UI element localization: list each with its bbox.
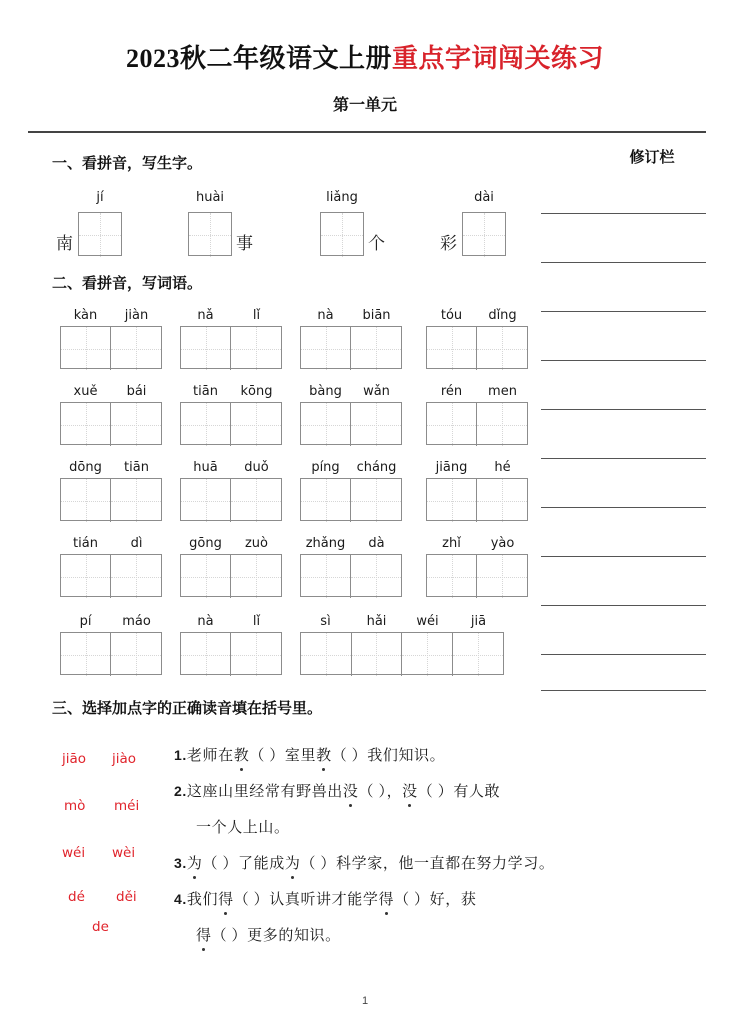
pinyin-choice-option[interactable]: děi [116,889,137,905]
character-grid-cell[interactable] [301,633,352,676]
pinyin-label-s2: hǎi [366,614,387,629]
pinyin-row [426,384,528,399]
pinyin-label-s2: huā [193,460,218,475]
pinyin-label-s2: yào [490,536,515,551]
character-grid-cell[interactable] [231,633,281,676]
character-grid-cell[interactable] [477,403,527,446]
pinyin-choice-option[interactable]: dé [68,889,85,905]
character-grid-cell[interactable] [181,555,231,598]
pinyin-label-s2: lǐ [252,308,261,323]
character-grid-cell[interactable] [61,327,111,370]
header-divider [28,131,706,133]
character-grid-cell[interactable] [181,633,231,676]
character-grid-box[interactable] [180,402,282,445]
character-grid-cell[interactable] [427,479,477,522]
character-grid-box[interactable] [300,326,402,369]
character-grid-box[interactable] [300,478,402,521]
revision-line[interactable] [541,690,706,691]
pinyin-label-s2: cháng [356,460,397,475]
character-grid-cell[interactable] [61,403,111,446]
pinyin-row [180,308,282,323]
pinyin-label-s2: biān [362,308,391,323]
dotted-character: 得 [378,888,394,909]
character-grid-box[interactable] [180,326,282,369]
question-line [174,852,554,873]
pinyin-label-s1: huài [195,190,225,205]
pinyin-label-s2: kōng [240,384,273,399]
character-grid-cell[interactable] [231,555,281,598]
question-text: 一个人上山。 [196,820,290,836]
section-3-heading: 三、选择加点字的正确读音填在括号里。 [52,700,323,717]
pinyin-label-s2: pí [79,614,92,629]
revision-line[interactable] [541,654,706,655]
character-grid-box[interactable] [60,554,162,597]
character-grid-box[interactable] [426,478,528,521]
character-grid-box[interactable] [426,326,528,369]
revision-line[interactable] [541,360,706,361]
character-grid-cell[interactable] [402,633,453,676]
page-number: 1 [361,995,369,1007]
question-text: （ ）有人敢 [417,784,501,800]
question-text: （ ）科学家，他一直都在努力学习。 [300,856,555,872]
character-grid-cell[interactable] [111,555,161,598]
character-grid-cell[interactable] [351,327,401,370]
character-grid-box[interactable] [188,212,232,256]
dotted-character: 为 [187,852,203,873]
character-grid-box[interactable] [60,326,162,369]
character-grid-cell[interactable] [111,479,161,522]
question-text: （ ）， [358,784,403,800]
character-grid-cell[interactable] [351,555,401,598]
pinyin-row [180,384,282,399]
pinyin-label-s2: bái [126,384,147,399]
character-grid-cell[interactable] [352,633,403,676]
revision-line[interactable] [541,605,706,606]
pinyin-row [426,460,528,475]
character-grid-box[interactable] [180,632,282,675]
dotted-character: 教 [234,744,250,765]
character-grid-cell[interactable] [477,555,527,598]
pinyin-label-s2: jiāng [435,460,468,475]
character-grid-cell[interactable] [477,327,527,370]
pinyin-label-s2: nǎ [197,308,214,323]
character-grid-cell[interactable] [111,327,161,370]
pinyin-label-s2: jiàn [124,308,149,323]
question-line [196,816,290,837]
pinyin-label-s2: tiān [193,384,218,399]
dotted-character: 教 [316,744,332,765]
question-text: （ ）室里 [249,748,317,764]
pinyin-label-s2: hé [494,460,511,475]
pinyin-label-s2: xuě [73,384,98,399]
character-grid-box[interactable] [426,554,528,597]
pinyin-label-s2: gōng [189,536,222,551]
pinyin-label-s2: sì [320,614,331,629]
page-title [0,38,730,75]
page-title-black: 2023秋二年级语文上册 [125,44,392,73]
character-grid-cell[interactable] [61,479,111,522]
character-grid-box[interactable] [78,212,122,256]
revision-line[interactable] [541,458,706,459]
pinyin-label-s2: duǒ [244,460,269,475]
pinyin-choice-option[interactable]: jiào [112,751,137,767]
pinyin-choice-option[interactable]: mò [64,798,86,814]
pinyin-label-s2: nà [197,614,214,629]
pinyin-label-s2: zuò [244,536,269,551]
question-line [196,924,341,945]
pinyin-label-s2: píng [311,460,340,475]
character-grid-box[interactable] [300,632,504,675]
page-title-red: 重点字词闯关练习 [392,44,605,73]
pinyin-choice-option[interactable]: de [92,919,109,935]
character-grid-cell[interactable] [321,213,363,257]
character-grid-cell[interactable] [301,327,351,370]
pinyin-label-s2: máo [122,614,151,629]
character-grid-cell[interactable] [351,479,401,522]
character-grid-cell[interactable] [79,213,121,257]
question-text: （ ）了能成 [202,856,285,872]
pinyin-label-s2: dì [130,536,143,551]
revision-line[interactable] [541,213,706,214]
character-grid-cell[interactable] [61,633,111,676]
pinyin-row [60,308,162,323]
revision-line[interactable] [541,409,706,410]
pinyin-label-s2: dōng [69,460,102,475]
pinyin-row [300,614,504,629]
pinyin-label-s2: bàng [309,384,342,399]
pinyin-label-s2: tóu [440,308,463,323]
pinyin-row [60,460,162,475]
pinyin-label-s2: dà [368,536,385,551]
question-line [174,780,500,801]
word-suffix-character: 事 [236,234,253,253]
character-grid-box[interactable] [426,402,528,445]
pinyin-label-s2: men [488,384,517,399]
pinyin-label-s1: jí [96,190,104,205]
question-text: （ ）我们知识。 [331,748,446,764]
pinyin-label-s2: kàn [73,308,98,323]
character-grid-box[interactable] [180,478,282,521]
pinyin-label-s1: liǎng [326,190,358,205]
pinyin-label-s2: tián [73,536,98,551]
character-grid-cell[interactable] [301,555,351,598]
character-grid-cell[interactable] [61,555,111,598]
section-2-heading: 二、看拼音，写词语。 [52,275,203,292]
character-grid-cell[interactable] [463,213,505,257]
pinyin-label-s2: rén [440,384,463,399]
character-grid-box[interactable] [60,632,162,675]
pinyin-row [180,614,282,629]
question-text: 这座山里经常有野兽出 [186,784,343,800]
dotted-character: 为 [285,852,301,873]
word-prefix-character: 彩 [440,234,457,253]
question-text: （ ）好，获 [394,892,477,908]
question-text: （ ）更多的知识。 [211,928,341,944]
revision-column-label: 修订栏 [629,149,675,166]
character-grid-box[interactable] [180,554,282,597]
character-grid-cell[interactable] [427,403,477,446]
character-grid-cell[interactable] [427,555,477,598]
pinyin-label-s2: wǎn [363,384,390,399]
unit-subtitle: 第一单元 [332,97,397,114]
pinyin-row [300,308,402,323]
character-grid-box[interactable] [300,554,402,597]
revision-line[interactable] [541,507,706,508]
revision-line[interactable] [541,556,706,557]
question-number: 4. [174,891,187,907]
character-grid-cell[interactable] [231,479,281,522]
character-grid-cell[interactable] [181,327,231,370]
pinyin-row [60,384,162,399]
pinyin-label-s1: dài [474,190,494,205]
pinyin-row [426,308,528,323]
pinyin-label-s2: tiān [124,460,149,475]
revision-line[interactable] [541,311,706,312]
character-grid-cell[interactable] [231,403,281,446]
pinyin-choice-option[interactable]: jiāo [62,751,87,767]
word-suffix-character: 个 [368,234,385,253]
pinyin-label-s2: lǐ [252,614,261,629]
pinyin-row [180,460,282,475]
character-grid-cell[interactable] [301,479,351,522]
pinyin-row [180,536,282,551]
question-text: （ ）认真听讲才能学 [233,892,379,908]
character-grid-box[interactable] [320,212,364,256]
pinyin-row [300,384,402,399]
question-number: 3. [174,855,187,871]
pinyin-label-s2: dǐng [488,308,517,323]
question-line [174,744,445,765]
character-grid-box[interactable] [60,478,162,521]
character-grid-box[interactable] [462,212,506,256]
pinyin-row [426,536,528,551]
question-number: 2. [174,783,187,799]
pinyin-label-s2: jiā [470,614,487,629]
pinyin-label-s2: zhǎng [305,536,346,551]
character-grid-cell[interactable] [301,403,351,446]
character-grid-cell[interactable] [111,633,161,676]
pinyin-choice-option[interactable]: méi [114,798,140,814]
pinyin-label-s2: nà [317,308,334,323]
character-grid-cell[interactable] [351,403,401,446]
question-number: 1. [174,747,187,763]
pinyin-choice-option[interactable]: wéi [62,845,86,861]
question-text: 老师在 [186,748,234,764]
dotted-character: 得 [196,924,212,945]
dotted-character: 没 [343,780,359,801]
pinyin-row [300,536,402,551]
dotted-character: 得 [218,888,234,909]
question-line [174,888,476,909]
pinyin-row [60,614,162,629]
revision-line[interactable] [541,262,706,263]
dotted-character: 没 [402,780,418,801]
question-text: 我们 [186,892,219,908]
character-grid-cell[interactable] [181,403,231,446]
pinyin-choice-option[interactable]: wèi [112,845,136,861]
character-grid-cell[interactable] [231,327,281,370]
pinyin-row [300,460,402,475]
section-1-heading: 一、看拼音，写生字。 [52,155,203,172]
pinyin-label-s2: wéi [416,614,439,629]
character-grid-cell[interactable] [427,327,477,370]
character-grid-cell[interactable] [477,479,527,522]
character-grid-cell[interactable] [189,213,231,257]
character-grid-box[interactable] [300,402,402,445]
pinyin-label-s2: zhǐ [442,536,461,551]
character-grid-box[interactable] [60,402,162,445]
character-grid-cell[interactable] [181,479,231,522]
word-prefix-character: 南 [56,234,73,253]
character-grid-cell[interactable] [453,633,504,676]
pinyin-row [60,536,162,551]
character-grid-cell[interactable] [111,403,161,446]
